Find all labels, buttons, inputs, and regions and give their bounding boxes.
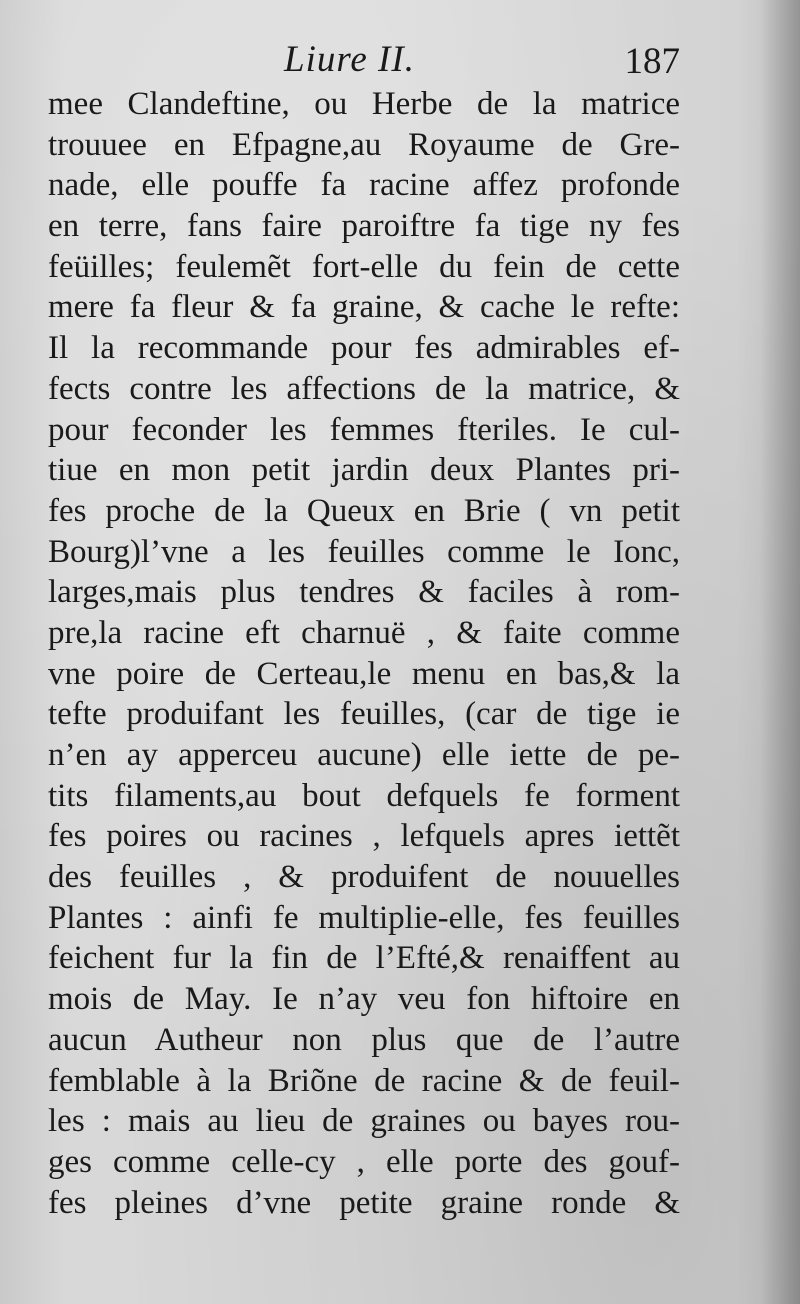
text-line: nade, elle pouffe fa racine affez profonde [48, 167, 680, 204]
text-line: Bourg)l’vne a les feuilles comme le Ionc, [48, 533, 680, 570]
text-line: feüilles; feulemẽt fort-elle du fein de cette [48, 248, 680, 285]
text-line: mere fa fleur & fa graine, & cache le refte: [48, 289, 680, 326]
text-line: trouuee en Efpagne,au Royaume de Gre- [48, 126, 680, 163]
page-number: 187 [624, 41, 680, 82]
text-line: n’en ay apperceu aucune) elle iette de pe- [48, 737, 680, 773]
gutter-shadow [760, 0, 800, 1304]
text-line: ges comme celle-cy , elle porte des gouf- [48, 1143, 680, 1180]
text-line: des feuilles , & produifent de nouuelles [48, 859, 680, 896]
text-line: les : mais au lieu de graines ou bayes rou- [48, 1103, 680, 1140]
text-line: fes proche de la Queux en Brie ( vn petit [48, 492, 680, 529]
text-line: Plantes : ainfi fe multiplie-elle, fes feuilles [48, 899, 680, 936]
page-header [48, 38, 688, 88]
text-line: aucun Autheur non plus que de l’autre [48, 1021, 680, 1058]
text-line: mee Clandeftine, ou Herbe de la matrice [48, 86, 680, 122]
text-line: Il la recommande pour fes admirables ef- [48, 330, 680, 367]
text-line: feichent fur la fin de l’Efté,& renaiffent au [48, 940, 680, 977]
text-line: fes pleines d’vne petite graine ronde & [48, 1184, 680, 1221]
text-line: tits filaments,au bout defquels fe forment [48, 777, 680, 814]
text-line: fects contre les affections de la matrice, & [48, 370, 680, 407]
text-line: fes poires ou racines , lefquels apres iettẽt [48, 818, 680, 855]
running-title: Liure II. [284, 39, 415, 80]
text-line: vne poire de Certeau,le menu en bas,& la [48, 655, 680, 692]
body-text [48, 84, 680, 1223]
text-line: larges,mais plus tendres & faciles à rom- [48, 574, 680, 611]
text-line: femblable à la Briõne de racine & de feuil- [48, 1062, 680, 1099]
text-line: en terre, fans faire paroiftre fa tige ny fes [48, 208, 680, 245]
text-line: tefte produifant les feuilles, (car de tige ie [48, 696, 680, 733]
text-line: pour feconder les femmes fteriles. Ie cul- [48, 411, 680, 448]
text-line: mois de May. Ie n’ay veu fon hiftoire en [48, 981, 680, 1018]
text-line: pre,la racine eft charnuë , & faite comme [48, 614, 680, 651]
text-line: tiue en mon petit jardin deux Plantes pri- [48, 452, 680, 489]
